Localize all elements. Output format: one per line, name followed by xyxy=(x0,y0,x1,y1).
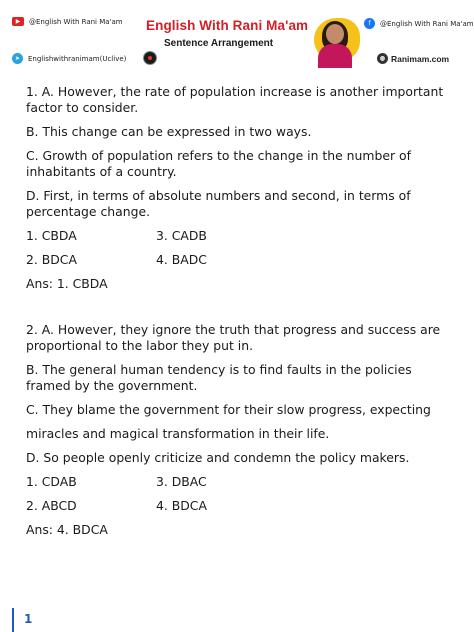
question-2-answer: Ans: 4. BDCA xyxy=(26,522,108,537)
option-text: 3. CADB xyxy=(156,228,207,243)
option-text: 4. BADC xyxy=(156,252,207,267)
telegram-handle-text: Englishwithranimam(Uclive) xyxy=(28,54,127,63)
page-marker-bar xyxy=(12,608,14,632)
question-1-sentence-c: C. Growth of population refers to the change in the number of inhabitants of a country. xyxy=(26,148,411,179)
option-text: 1. CDAB xyxy=(26,474,77,489)
document-subtitle: Sentence Arrangement xyxy=(164,38,274,49)
website-text: Ranimam.com xyxy=(391,53,450,64)
teacher-portrait xyxy=(306,16,362,68)
youtube-handle-text: @English With Rani Ma'am xyxy=(29,17,123,26)
youtube-icon: ▶ xyxy=(12,17,24,26)
page-number: 1 xyxy=(24,612,33,626)
question-2-sentence-d: D. So people openly criticize and condemn the policy makers. xyxy=(26,450,410,465)
website-link[interactable] xyxy=(377,53,449,64)
option-text: 3. DBAC xyxy=(156,474,207,489)
telegram-icon: ➤ xyxy=(12,53,23,64)
youtube-handle[interactable] xyxy=(12,17,123,26)
question-1-sentence-b: B. This change can be expressed in two ways. xyxy=(26,124,312,139)
question-2-options-row-1 xyxy=(26,474,456,490)
question-1-stem: 1. A. However, the rate of population increase is another important factor to consider. xyxy=(26,84,444,115)
option-text: 2. ABCD xyxy=(26,498,77,513)
question-1-sentence-d: D. First, in terms of absolute numbers and second, in terms of percentage change. xyxy=(26,188,411,219)
facebook-icon: f xyxy=(364,18,375,29)
question-1-options-row-2 xyxy=(26,252,456,268)
option-text: 1. CBDA xyxy=(26,228,77,243)
facebook-handle[interactable] xyxy=(364,18,474,29)
page-header xyxy=(0,0,474,72)
question-1-options-row-1 xyxy=(26,228,456,244)
title-block xyxy=(146,18,314,62)
brand-title: English With Rani Ma'am xyxy=(146,18,309,33)
facebook-handle-text: @English With Rani Ma'am xyxy=(380,19,474,28)
page-footer xyxy=(0,605,474,632)
document-body xyxy=(26,84,456,538)
portrait-face xyxy=(326,24,344,44)
question-2-sentence-c: C. They blame the government for their slow progress, expecting xyxy=(26,402,431,417)
question-2-options-row-2 xyxy=(26,498,456,514)
portrait-torso xyxy=(318,44,352,68)
telegram-handle[interactable] xyxy=(12,53,126,64)
question-1-answer: Ans: 1. CBDA xyxy=(26,276,108,291)
question-2-stem: 2. A. However, they ignore the truth that progress and success are proportional to the labor they put in. xyxy=(26,322,441,353)
option-text: 2. BDCA xyxy=(26,252,77,267)
question-2-sentence-b: B. The general human tendency is to find faults in the policies framed by the government. xyxy=(26,362,412,393)
globe-icon: ◍ xyxy=(377,53,388,64)
option-text: 4. BDCA xyxy=(156,498,207,513)
question-2-sentence-c-cont: miracles and magical transformation in their life. xyxy=(26,426,330,441)
